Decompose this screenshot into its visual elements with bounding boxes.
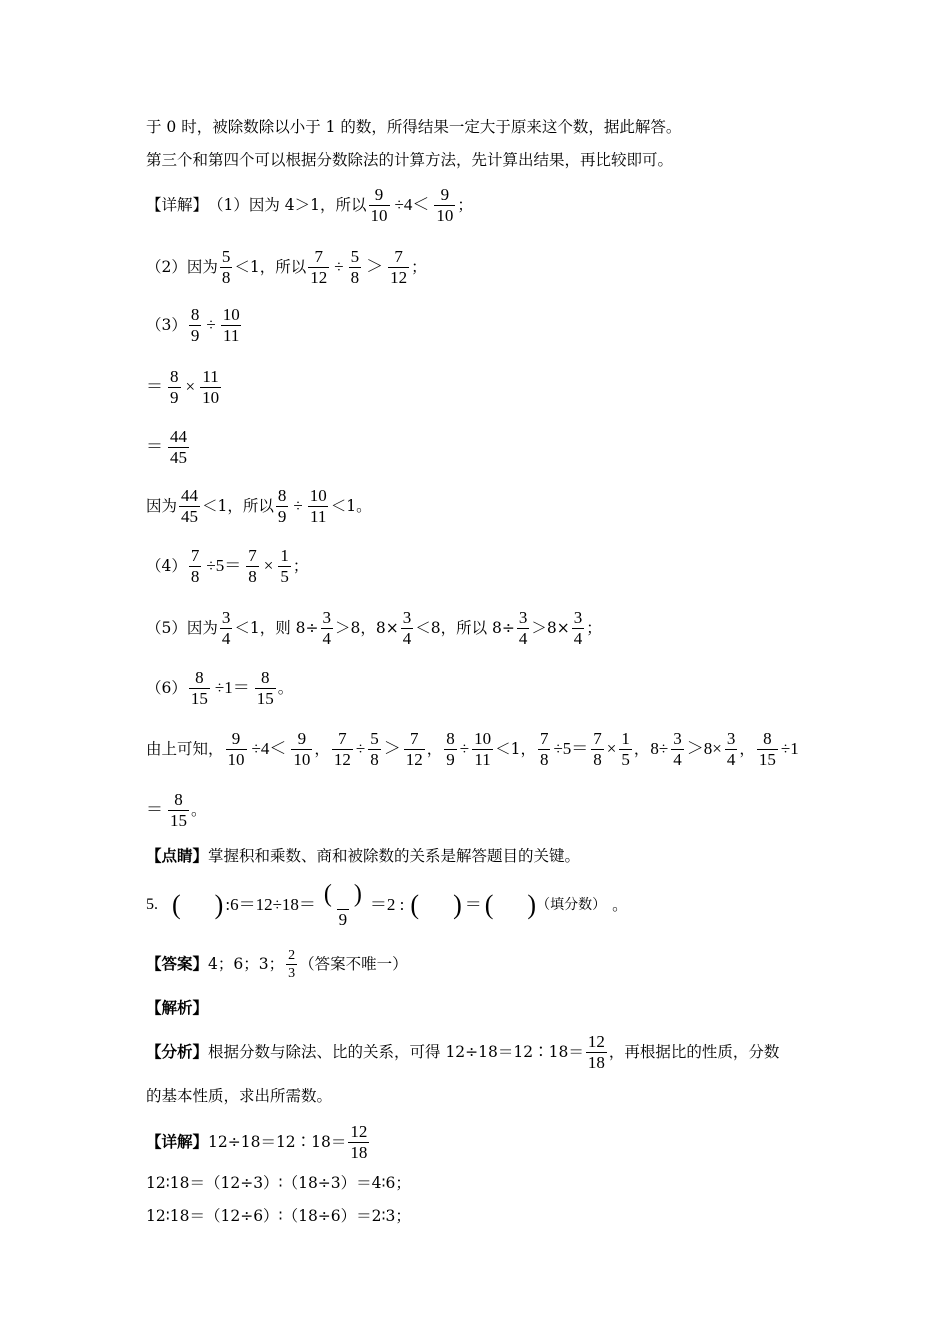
text: ＝	[146, 377, 163, 396]
fraction: $\frac{8}{15}$	[256, 667, 274, 708]
text: 由上可知，	[146, 740, 224, 758]
detail-line-4	[146, 544, 820, 588]
text: ×	[263, 556, 274, 575]
fraction: $\frac{10}{11}$	[222, 304, 240, 345]
text: ÷	[355, 739, 366, 758]
fraction: $\frac{7}{8}$	[248, 545, 257, 586]
text: ÷	[206, 315, 216, 334]
text: ×	[185, 377, 196, 396]
detail5-line	[146, 1120, 820, 1164]
detail-line-5	[146, 606, 820, 650]
fenxi-line-2	[146, 1085, 820, 1107]
blank-close-paren: )	[453, 889, 462, 920]
text: ÷	[334, 257, 344, 276]
blank-open-paren: (	[484, 889, 494, 920]
fraction: $\frac{3}{4}$	[726, 728, 736, 769]
text: 4；6；3；	[208, 955, 285, 973]
fraction: $\frac{5}{8}$	[370, 728, 379, 769]
text: ÷5＝	[553, 739, 589, 758]
text: ＞8，8×	[335, 619, 399, 637]
text: （填分数）	[536, 897, 607, 913]
text: ×	[606, 739, 617, 758]
fenxi-tag: 【分析】	[146, 1042, 209, 1061]
fraction: $\frac{8}{9}$	[277, 485, 287, 526]
text: ；	[292, 557, 309, 575]
text: ÷4＜	[251, 739, 287, 758]
answer-line	[146, 942, 820, 986]
text: 因为	[146, 497, 178, 515]
text: ＝	[146, 437, 163, 456]
fraction: $\frac{9}{10}$	[436, 184, 454, 225]
text: ＜1，所以	[202, 497, 274, 515]
fraction: $\frac{7}{12}$	[390, 246, 408, 287]
detail-line-3	[146, 303, 820, 347]
question-number: 5.	[146, 896, 158, 913]
text: :6＝12÷18＝	[225, 895, 316, 914]
text: ＝	[464, 895, 482, 914]
fraction: $\frac{3}{4}$	[573, 607, 583, 648]
fraction: $\frac{7}{8}$	[593, 728, 602, 769]
text: ÷	[293, 496, 303, 515]
text: 根据分数与除法、比的关系，可得 12÷18＝12∶18＝	[208, 1043, 584, 1061]
text: ＞	[383, 739, 401, 758]
fraction: $\frac{7}{8}$	[539, 728, 549, 769]
fenxi-line	[146, 1030, 820, 1074]
fraction: $\frac{10}{11}$	[309, 485, 327, 526]
text: ÷4＜	[394, 195, 430, 214]
detail-tag: 【详解】	[146, 196, 209, 214]
text: ＞8×	[531, 619, 570, 637]
fraction: $\frac{3}{4}$	[402, 607, 412, 648]
text: ÷	[459, 739, 470, 758]
question-5	[146, 877, 820, 933]
fraction: $\frac{2}{3}$	[288, 947, 296, 981]
text: ，	[426, 740, 443, 758]
fraction: $\frac{44}{45}$	[181, 485, 199, 526]
text: 。	[612, 896, 628, 914]
text: ＜1，	[495, 740, 536, 758]
text: （1）因为 4＞1，所以	[208, 196, 367, 214]
fraction: $\frac{7}{12}$	[405, 728, 423, 769]
text: 12∶18＝（12÷6）∶（18÷6）＝2∶3；	[146, 1207, 411, 1225]
text: 。	[191, 801, 207, 819]
fraction: $\frac{3}{4}$	[518, 607, 528, 648]
fraction: $\frac{44}{45}$	[170, 426, 187, 467]
analysis-line-2	[146, 149, 820, 171]
fraction: $\frac{8}{15}$	[190, 667, 208, 708]
fraction: $\frac{1}{5}$	[621, 728, 630, 769]
text: （2）因为	[146, 258, 218, 276]
text: ，再根据比的性质，分数	[608, 1043, 780, 1061]
text: ；	[586, 619, 602, 637]
detail-line-2	[146, 245, 820, 289]
fraction: $\frac{3}{4}$	[673, 728, 682, 769]
text: 于 0 时，被除数除以小于 1 的数，所得结果一定大于原来这个数，据此解答。	[146, 118, 682, 136]
text: 。	[277, 679, 294, 697]
fraction: $\frac{8}{15}$	[758, 728, 776, 769]
detail5-line-2	[146, 1172, 820, 1194]
text: ，	[739, 740, 755, 758]
text: ＝	[146, 800, 163, 819]
summary-line	[146, 727, 830, 771]
detail-line-1	[146, 183, 820, 227]
summary-line-2	[146, 788, 820, 832]
text: 12÷18＝12∶18＝	[208, 1133, 347, 1151]
text: ；	[411, 258, 427, 276]
detail-line-3c	[146, 425, 820, 469]
dianjing-tag: 【点睛】	[146, 846, 209, 865]
blank-close-paren: )	[214, 889, 224, 920]
text: 掌握积和乘数、商和被除数的关系是解答题目的关键。	[208, 847, 581, 865]
jiexi-tag: 【解析】	[146, 998, 209, 1017]
fraction: $\frac{12}{18}$	[587, 1031, 605, 1072]
text: （4）	[146, 557, 187, 575]
fraction: $\frac{3}{4}$	[322, 607, 332, 648]
fraction: $\frac{10}{11}$	[474, 728, 492, 769]
text: ，	[314, 740, 330, 758]
blank-open-paren: (	[172, 889, 181, 920]
text: ＜1，则 8÷	[234, 619, 319, 637]
fraction: $\frac{9}{10}$	[227, 728, 245, 769]
fraction: $\frac{8}{9}$	[446, 728, 455, 769]
fraction: $\frac{7}{12}$	[333, 728, 351, 769]
text: 的基本性质，求出所需数。	[146, 1087, 333, 1105]
text: ＜8，所以 8÷	[415, 619, 515, 637]
text: （5）因为	[146, 619, 218, 637]
fraction: $\frac{11}{10}$	[202, 366, 220, 407]
jiexi-line	[146, 997, 820, 1019]
fraction: $\frac{1}{5}$	[280, 545, 289, 586]
detail5-tag: 【详解】	[146, 1132, 209, 1151]
text: ÷1＝	[214, 678, 250, 697]
text: ＜1。	[330, 497, 372, 515]
text: ＜1，所以	[234, 258, 307, 276]
text: 第三个和第四个可以根据分数除法的计算方法，先计算出结果，再比较即可。	[146, 151, 674, 169]
text: ＞	[366, 257, 384, 276]
fraction: $\frac{7}{8}$	[190, 545, 200, 586]
fraction: $\frac{5}{8}$	[350, 246, 360, 287]
fraction: $\frac{5}{8}$	[221, 246, 231, 287]
fraction: $\frac{9}{10}$	[370, 184, 388, 225]
blank-open-paren: (	[410, 889, 420, 920]
detail-line-3d	[146, 484, 820, 528]
blank-close-paren: )	[527, 889, 537, 920]
text: （答案不唯一）	[299, 955, 408, 973]
fraction-blank[interactable]: $\frac{( )}{9}$	[323, 879, 362, 929]
fraction: $\frac{8}{9}$	[190, 304, 200, 345]
detail5-line-3	[146, 1205, 820, 1227]
fraction: $\frac{9}{10}$	[293, 728, 311, 769]
text: ＞8×	[686, 739, 722, 758]
text: 8÷	[650, 739, 669, 758]
text: （6）	[146, 679, 187, 697]
text: （3）	[146, 316, 187, 334]
analysis-line-1	[146, 116, 820, 138]
detail-line-6	[146, 666, 820, 710]
detail-line-3b	[146, 365, 820, 409]
text: ＝2 :	[369, 895, 405, 914]
dianjing-line	[146, 845, 820, 867]
fraction: $\frac{8}{15}$	[170, 789, 187, 830]
text: ÷1	[780, 739, 799, 758]
text: ÷5＝	[206, 556, 242, 575]
fraction: $\frac{3}{4}$	[221, 607, 231, 648]
fraction: $\frac{8}{9}$	[170, 366, 179, 407]
answer-tag: 【答案】	[146, 954, 209, 973]
text: ，	[633, 740, 650, 758]
fraction: $\frac{7}{12}$	[310, 246, 328, 287]
fraction: $\frac{12}{18}$	[350, 1121, 368, 1162]
text: 12∶18＝（12÷3）∶（18÷3）＝4∶6；	[146, 1174, 411, 1192]
text: ；	[457, 196, 473, 214]
